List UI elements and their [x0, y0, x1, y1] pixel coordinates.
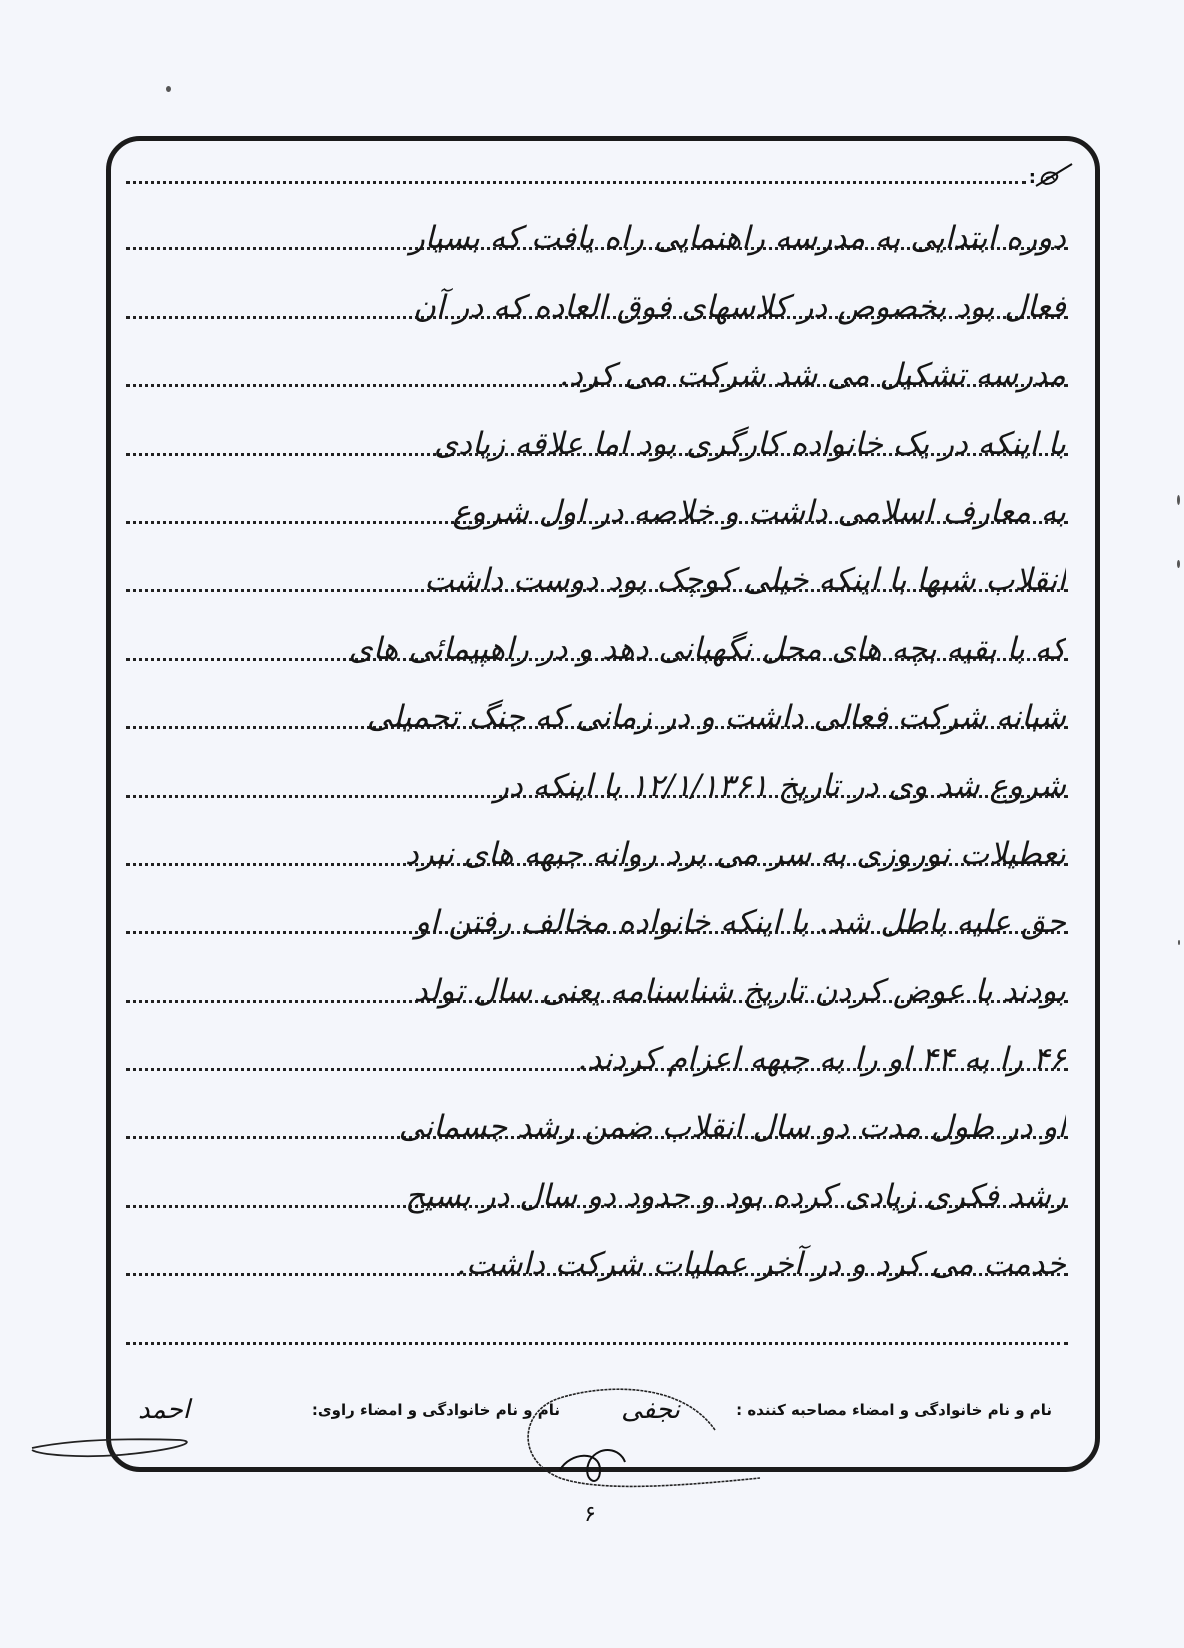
handwritten-text: به معارف اسلامی داشت و خلاصه در اول شروع [452, 493, 1066, 530]
header-row [126, 160, 1076, 190]
ruled-line [126, 401, 1068, 469]
ruled-line [126, 743, 1068, 811]
ruled-line [126, 1085, 1068, 1153]
handwritten-text: ۴۶ را به ۴۴ او را به جبهه اعزام کردند. [577, 1041, 1066, 1078]
handwritten-text: انقلاب شبها با اینکه خیلی کوچک بود دوست داشت [424, 562, 1066, 599]
scan-speck [166, 86, 171, 92]
scan-speck [1177, 560, 1180, 568]
ruled-line [126, 675, 1068, 743]
handwritten-text: بودند با عوض کردن تاریخ شناسنامه یعنی سال تولد [413, 972, 1066, 1009]
header-colon: : [1028, 167, 1036, 188]
scan-speck [1177, 495, 1180, 505]
ruled-line [126, 1290, 1068, 1358]
ruled-line [126, 333, 1068, 401]
handwritten-text: حق علیه باطل شد. با اینکه خانواده مخالف رفتن او [415, 904, 1066, 941]
handwritten-text: تعطیلات نوروزی به سر می برد روانه جبهه های نبرد [404, 835, 1066, 872]
ruled-line [126, 196, 1068, 264]
handwritten-text: او در طول مدت دو سال انقلاب ضمن رشد جسمانی [398, 1109, 1066, 1146]
ruled-lines [126, 196, 1068, 1359]
ruled-line [126, 812, 1068, 880]
handwritten-text: با اینکه در یک خانواده کارگری بود اما علاقه زیادی [433, 425, 1066, 462]
dotted-rule [126, 1342, 1068, 1345]
narrator-label: نام و نام خانوادگی و امضاء راوی: [311, 1401, 560, 1419]
ruled-line [126, 606, 1068, 674]
ruled-line [126, 1017, 1068, 1085]
page-number: ۶ [584, 1502, 596, 1527]
handwritten-text: مدرسه تشکیل می شد شرکت می کرد. [559, 357, 1066, 394]
handwritten-text: خدمت می کرد و در آخر عملیات شرکت داشت. [456, 1246, 1066, 1283]
handwritten-text: دوره ابتدایی به مدرسه راهنمایی راه یافت که بسیار [409, 220, 1066, 257]
handwritten-text: فعال بود بخصوص در کلاسهای فوق العاده که در آن [413, 288, 1066, 325]
ruled-line [126, 1222, 1068, 1290]
interviewer-signature: نجفی [621, 1395, 680, 1425]
narrator-signature: احمد [138, 1395, 190, 1425]
handwritten-text: شروع شد وی در تاریخ ۱۲/۱/۱۳۶۱ با اینکه در [494, 767, 1066, 804]
signature-footer [120, 1395, 1060, 1435]
interviewer-label: نام و نام خانوادگی و امضاء مصاحبه کننده : [736, 1401, 1052, 1419]
ruled-line [126, 264, 1068, 332]
ruled-line [126, 880, 1068, 948]
pen-writing-icon [1032, 160, 1076, 190]
handwritten-text: شبانه شرکت فعالی داشت و در زمانی که جنگ تحمیلی [366, 699, 1066, 736]
scan-speck [1178, 940, 1180, 945]
ruled-line [126, 1153, 1068, 1221]
ruled-line [126, 948, 1068, 1016]
header-dotted-line [126, 181, 1026, 184]
handwritten-text: که با بقیه بچه های محل نگهبانی دهد و در راهپیمائی های [348, 630, 1066, 667]
ruled-line [126, 538, 1068, 606]
ruled-line [126, 470, 1068, 538]
handwritten-text: رشد فکری زیادی کرده بود و حدود دو سال در بسیج [405, 1177, 1066, 1214]
